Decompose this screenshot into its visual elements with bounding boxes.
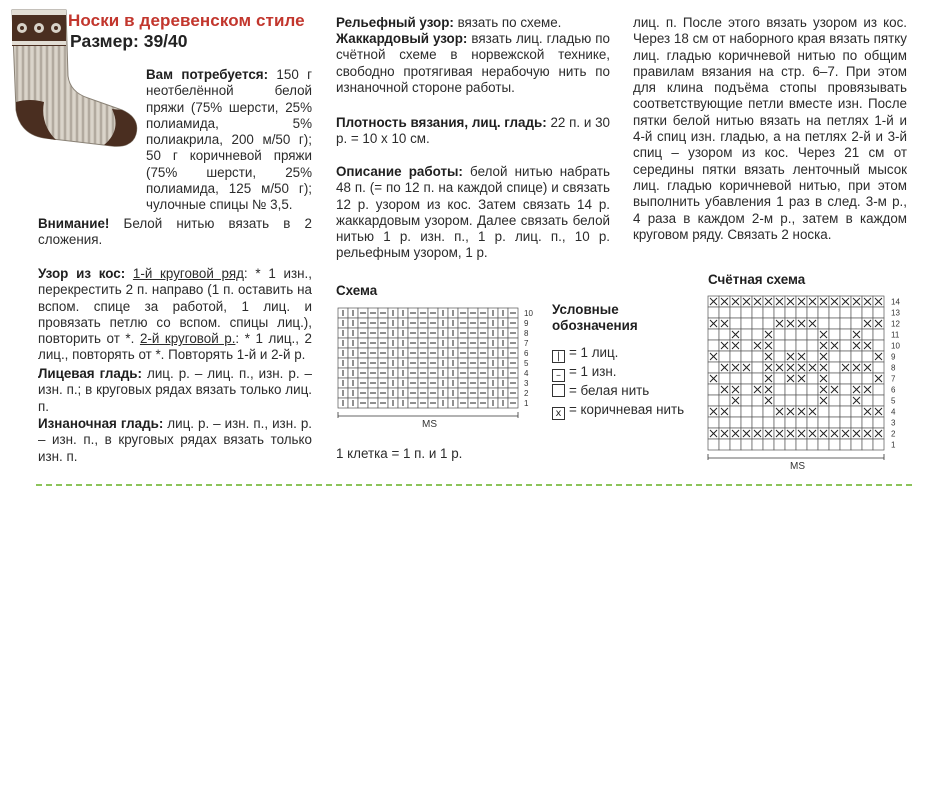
count-cell [829, 417, 840, 428]
cable-round2-text: : * 1 лиц., 2 лиц., повторять от *. Повторять 1-й и 2-й р. [38, 331, 312, 363]
count-cell [840, 318, 851, 329]
count-cell [840, 417, 851, 428]
count-cell [807, 417, 818, 428]
count-cell [796, 417, 807, 428]
count-cell [807, 329, 818, 340]
scheme-title: Схема [336, 283, 378, 298]
count-cell [829, 373, 840, 384]
purl-symbol-icon: – [552, 369, 565, 382]
reverse-label: Изнаночная гладь: [38, 416, 164, 431]
count-cell [741, 384, 752, 395]
count-cell [730, 318, 741, 329]
count-cell [708, 362, 719, 373]
count-cell [752, 417, 763, 428]
count-cell [818, 307, 829, 318]
count-cell [807, 384, 818, 395]
count-cell [873, 395, 884, 406]
count-cell [752, 439, 763, 450]
legend-title [552, 302, 638, 334]
count-cell [873, 329, 884, 340]
count-cell [708, 395, 719, 406]
count-cell [719, 417, 730, 428]
cable-round1-text: : * 1 изн., перекрестить 2 п. направо (1 п. оставить на вспом. спице за работой, 1 лиц. и провязать петлю со вспом. спицы лиц.), повторить от *. [38, 266, 312, 347]
count-row-number: 2 [891, 429, 896, 439]
count-cell [840, 439, 851, 450]
description-block [336, 164, 610, 262]
count-cell [829, 395, 840, 406]
count-cell [763, 307, 774, 318]
count-cell [796, 439, 807, 450]
cable-label: Узор из кос: [38, 266, 126, 281]
legend-item-text: = 1 изн. [569, 364, 617, 379]
gauge-block [336, 115, 610, 148]
count-cell [796, 329, 807, 340]
count-cell [829, 439, 840, 450]
count-cell [851, 373, 862, 384]
article-title: Носки в деревенском стиле [68, 11, 305, 30]
count-row-number: 8 [891, 363, 896, 373]
attention-label: Внимание! [38, 216, 110, 231]
legend-item-purl [552, 364, 616, 382]
stockinette-label: Лицевая гладь: [38, 366, 143, 381]
count-cell [708, 340, 719, 351]
reverse-stockinette-block [38, 416, 312, 465]
legend-title-line1: Условные [552, 302, 619, 317]
description-continued: лиц. п. После этого вязать узором из кос. Через 18 см от наборного края вязать пятку лиц. гладью коричневой нитью по общим правилам вязания на стр. 6–7. При этом для клина подъёма стопы провязывать соответствующие петли вместе изн. После пятки белой нитью вязать на петлях 1-й и 4-й спиц изн. гладью, а на петлях 2-й и 3-й спиц – узором из кос. Через 21 см от середины пятки вязать ленточный мысок лиц. гладью коричневой нитью, при этом выполнить убавления 1 раз в след. 3-м р., 4 раза в каждом 2-м р., затем в каждом круговом ряду. Связать 2 носка. [633, 15, 907, 242]
gauge-text: 22 п. и 30 р. = 10 x 10 см. [336, 115, 610, 147]
count-cell [741, 406, 752, 417]
stockinette-block [38, 366, 312, 415]
count-cell [873, 340, 884, 351]
legend-item-brown-yarn [552, 402, 684, 420]
count-cell [774, 340, 785, 351]
count-cell [774, 439, 785, 450]
legend-item-text: = белая нить [569, 383, 650, 398]
count-row-number: 13 [891, 308, 900, 318]
scheme-row-number: 2 [524, 389, 529, 398]
jacquard-block [336, 31, 610, 96]
scheme-row-number: 6 [524, 349, 529, 358]
count-cell [741, 307, 752, 318]
count-cell [774, 373, 785, 384]
count-cell [719, 329, 730, 340]
cable-round2-label: 2-й круговой р. [139, 331, 236, 347]
count-cell [807, 373, 818, 384]
count-cell [741, 373, 752, 384]
scheme-row-number: 5 [524, 359, 529, 368]
description-label: Описание работы: [336, 164, 463, 179]
count-cell [730, 307, 741, 318]
attention-block [38, 216, 312, 249]
count-cell [873, 417, 884, 428]
count-cell [840, 307, 851, 318]
count-cell [752, 362, 763, 373]
cable-round1-label: 1-й круговой ряд [132, 266, 244, 281]
count-cell [862, 373, 873, 384]
size-label: Размер: 39/40 [70, 31, 188, 51]
count-cell [730, 417, 741, 428]
count-cell [763, 417, 774, 428]
count-cell [851, 406, 862, 417]
scheme-row-number: 8 [524, 329, 529, 338]
count-row-number: 1 [891, 440, 896, 450]
count-cell [719, 307, 730, 318]
materials-text: 150 г неотбелённой белой пряжи (75% шерсти, 25% полиамида, 5% полиакрила, 200 м/50 г); 50 г коричневой пряжи (75% шерсти, 25% полиамида, 125 м/50 г); чулочные спицы № 3,5. [146, 67, 312, 213]
jacquard-text: вязать лиц. гладью по счётной схеме в норвежской технике, свободно протягивая нерабочую нить по изнаночной стороне работы. [336, 31, 610, 95]
count-row-number: 10 [891, 341, 900, 351]
count-cell [796, 384, 807, 395]
legend-item-white-yarn [552, 383, 649, 399]
count-cell [741, 417, 752, 428]
count-cell [807, 439, 818, 450]
relief-text: вязать по схеме. [457, 15, 562, 30]
count-cell [862, 351, 873, 362]
count-cell [719, 351, 730, 362]
gauge-label: Плотность вязания, лиц. гладь: [336, 115, 547, 130]
materials-label: Вам потребуется: [146, 67, 269, 82]
count-cell [774, 329, 785, 340]
count-cell [840, 340, 851, 351]
count-cell [862, 395, 873, 406]
count-cell [796, 340, 807, 351]
count-cell [741, 340, 752, 351]
count-cell [840, 373, 851, 384]
count-cell [807, 395, 818, 406]
relief-block [336, 15, 610, 31]
count-cell [741, 395, 752, 406]
count-cell [873, 362, 884, 373]
count-cell [752, 373, 763, 384]
count-cell [741, 329, 752, 340]
count-cell [708, 329, 719, 340]
count-cell [862, 439, 873, 450]
count-cell [796, 307, 807, 318]
count-cell [873, 439, 884, 450]
scheme-row-number: 7 [524, 339, 529, 348]
white-yarn-symbol-icon [552, 384, 565, 397]
count-cell [741, 439, 752, 450]
count-cell [840, 329, 851, 340]
count-row-number: 7 [891, 374, 896, 384]
count-cell [774, 384, 785, 395]
count-cell [708, 307, 719, 318]
count-row-number: 14 [891, 297, 900, 307]
brown-yarn-symbol-icon: x [552, 407, 565, 420]
count-cell [829, 329, 840, 340]
count-cell [741, 351, 752, 362]
description-text: белой нитью набрать 48 п. (= по 12 п. на каждой спице) и связать 12 р. узором из кос. Затем связать 14 р. жаккардовым узором. Далее связать белой нитью 1 р. изн. п., 1 р. лиц. п., 10 р. рельефным узором, 1 р. [336, 164, 610, 261]
count-row-number: 9 [891, 352, 896, 362]
stockinette-text: лиц. р. – лиц. п., изн. р. – изн. п.; в круговых рядах вязать только лиц. п. [38, 366, 312, 414]
count-cell [719, 373, 730, 384]
count-row-number: 11 [891, 330, 900, 340]
count-cell [719, 395, 730, 406]
count-cell [763, 406, 774, 417]
count-cell [730, 406, 741, 417]
count-cell [829, 406, 840, 417]
relief-scheme-chart [334, 300, 534, 440]
count-cell [829, 362, 840, 373]
relief-label: Рельефный узор: [336, 15, 454, 30]
count-cell [851, 318, 862, 329]
count-cell [752, 406, 763, 417]
count-cell [785, 307, 796, 318]
count-cell [785, 384, 796, 395]
scheme-row-number: 1 [524, 399, 529, 408]
count-row-number: 4 [891, 407, 896, 417]
knit-symbol-icon: | [552, 350, 565, 363]
count-cell [862, 329, 873, 340]
legend-item-knit [552, 345, 618, 363]
count-cell [851, 417, 862, 428]
count-cell [763, 439, 774, 450]
scheme-row-number: 9 [524, 319, 529, 328]
count-cell [752, 351, 763, 362]
materials-block [146, 67, 312, 214]
count-row-number: 6 [891, 385, 896, 395]
scheme-cell-note: 1 клетка = 1 п. и 1 р. [336, 446, 463, 461]
count-cell [818, 406, 829, 417]
count-cell [851, 439, 862, 450]
attention-text: Белой нитью вязать в 2 сложения. [38, 216, 312, 248]
count-cell [785, 340, 796, 351]
count-cell [785, 417, 796, 428]
count-cell [785, 329, 796, 340]
count-cell [840, 406, 851, 417]
count-cell [796, 395, 807, 406]
count-cell [818, 439, 829, 450]
legend-title-line2: обозначения [552, 318, 638, 333]
count-cell [752, 395, 763, 406]
count-cell [807, 351, 818, 362]
count-cell [763, 318, 774, 329]
count-cell [862, 417, 873, 428]
legend-item-text: = коричневая нить [569, 402, 685, 417]
section-divider [36, 484, 912, 486]
count-cell [862, 307, 873, 318]
count-cell [752, 329, 763, 340]
count-cell [829, 318, 840, 329]
count-cell [829, 351, 840, 362]
cable-pattern-block [38, 266, 312, 364]
count-cell [818, 417, 829, 428]
count-cell [774, 351, 785, 362]
count-cell [741, 318, 752, 329]
count-cell [730, 351, 741, 362]
count-cell [708, 384, 719, 395]
count-cell [851, 307, 862, 318]
count-cell [730, 439, 741, 450]
count-cell [752, 307, 763, 318]
jacquard-count-chart [706, 292, 911, 470]
count-row-number: 12 [891, 319, 900, 329]
count-cell [774, 417, 785, 428]
count-row-number: 5 [891, 396, 896, 406]
jacquard-label: Жаккардовый узор: [336, 31, 468, 46]
count-cell [829, 307, 840, 318]
legend-item-text: = 1 лиц. [569, 345, 619, 360]
count-cell [873, 384, 884, 395]
count-cell [785, 395, 796, 406]
scheme-row-number: 3 [524, 379, 529, 388]
count-cell [708, 417, 719, 428]
count-chart-title: Счётная схема [708, 272, 806, 287]
count-cell [851, 351, 862, 362]
reverse-text: лиц. р. – изн. п., изн. р. – изн. п., в круговых рядах вязать только изн. п. [38, 416, 312, 464]
count-cell [873, 307, 884, 318]
count-cell [807, 307, 818, 318]
count-cell [719, 439, 730, 450]
count-cell [840, 395, 851, 406]
count-cell [818, 318, 829, 329]
count-cell [807, 340, 818, 351]
count-row-number: 3 [891, 418, 896, 428]
count-cell [708, 439, 719, 450]
count-cell [774, 307, 785, 318]
count-cell [785, 439, 796, 450]
count-cell [840, 351, 851, 362]
count-cell [774, 395, 785, 406]
count-cell [840, 384, 851, 395]
count-ms-label: MS [790, 461, 805, 470]
count-cell [730, 373, 741, 384]
scheme-row-number: 10 [524, 309, 533, 318]
scheme-ms-label: MS [422, 419, 437, 430]
count-cell [752, 318, 763, 329]
scheme-row-number: 4 [524, 369, 529, 378]
